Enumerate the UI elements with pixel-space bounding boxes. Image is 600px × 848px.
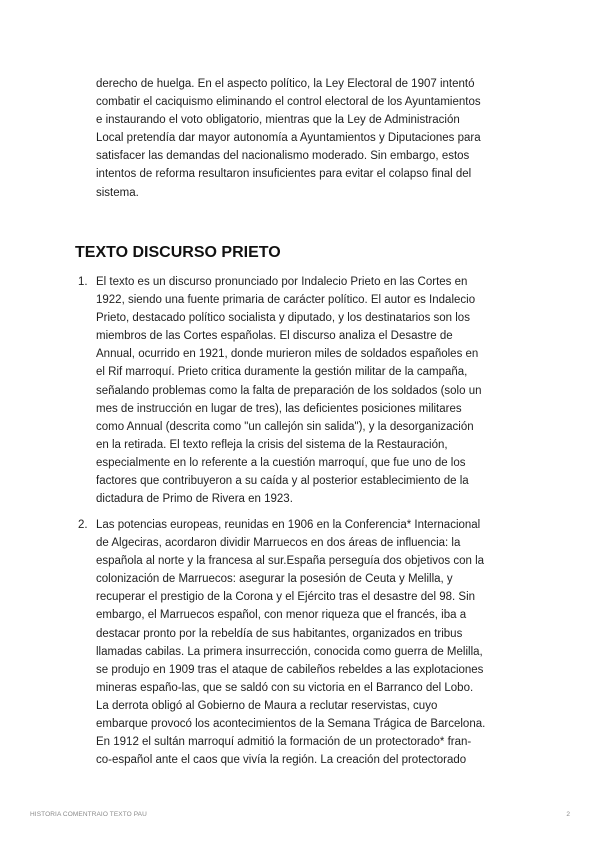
item-line: 1922, siendo una fuente primaria de carácter político. El autor es Indalecio — [96, 294, 476, 307]
intro-paragraph — [96, 75, 481, 202]
item-line: de Algeciras, acordaron dividir Marruecos en dos áreas de influencia: la — [96, 537, 461, 550]
item-line: colonización de Marruecos: asegurar la posesión de Ceuta y Melilla, y — [96, 573, 453, 586]
item-line: el Rif marroquí. Prieto critica duramente la gestión militar de la campaña, — [96, 366, 468, 379]
item-line: especialmente en lo referente a la cuestión marroquí, que fue uno de los — [96, 456, 466, 469]
item-line: Las potencias europeas, reunidas en 1906 en la Conferencia* Internacional — [96, 519, 481, 531]
item-line: En 1912 el sultán marroquí admitió la formación de un protectorado* fran- — [96, 736, 472, 749]
section-heading: TEXTO DISCURSO PRIETO — [75, 244, 281, 261]
item-line: El texto es un discurso pronunciado por Indalecio Prieto en las Cortes en — [96, 276, 468, 288]
item-line: embarque provocó los acontecimientos de la Semana Trágica de Barcelona. — [96, 718, 486, 731]
list-item-number: 1. — [78, 276, 88, 288]
item-line: factores que contribuyeron a su caída y al posterior establecimiento de la — [96, 475, 469, 488]
intro-line: Local pretendía dar mayor autonomía a Ayuntamientos y Diputaciones para — [96, 132, 481, 145]
item-line: dictadura de Primo de Rivera en 1923. — [96, 493, 293, 506]
item-line: mineras españo-las, que se saldó con su victoria en el Barranco del Lobo. — [96, 681, 474, 694]
item-line: señalando problemas como la falta de preparación de los soldados (solo un — [96, 384, 482, 397]
item-line: en la retirada. El texto refleja la crisis del sistema de la Restauración, — [96, 438, 448, 451]
item-line: española al norte y la francesa al sur.España perseguía dos objetivos con la — [96, 555, 485, 568]
item-line: como Annual (descrita como "un callejón sin salida"), y la desorganización — [96, 420, 474, 433]
page-number: 2 — [566, 811, 570, 818]
intro-line: satisfacer las demandas del nacionalismo moderado. Sin embargo, estos — [96, 150, 470, 163]
item-line: destacar pronto por la rebeldía de sus habitantes, organizados en tribus — [96, 627, 463, 640]
item-line: llamadas cabilas. La primera insurrección, conocida como guerra de Melilla, — [96, 645, 483, 658]
intro-line: combatir el caciquismo eliminando el control electoral de los Ayuntamientos — [96, 96, 481, 109]
intro-line: intentos de reforma resultaron insuficientes para evitar el colapso final del — [96, 168, 472, 181]
item-line: La derrota obligó al Gobierno de Maura a reclutar reservistas, cuyo — [96, 699, 438, 712]
item-line: miembros de las Cortes españolas. El discurso analiza el Desastre de — [96, 330, 453, 343]
list-item-text — [96, 516, 485, 769]
item-line: mes de instrucción en lugar de tres), las deficientes posiciones militares — [96, 402, 462, 415]
item-line: recuperar el prestigio de la Corona y el Ejército tras el desastre del 98. Sin — [96, 591, 476, 604]
intro-line: derecho de huelga. En el aspecto político, la Ley Electoral de 1907 intentó — [96, 78, 475, 90]
intro-line: e instaurando el voto obligatorio, mientras que la Ley de Administración — [96, 114, 460, 127]
item-line: embargo, el Marruecos español, con menor riqueza que el francés, iba a — [96, 609, 467, 622]
item-line: Annual, ocurrido en 1921, donde murieron miles de soldados españoles en — [96, 348, 479, 361]
list-item-number: 2. — [78, 519, 88, 531]
item-line: se produjo en 1909 tras el ataque de cabileños rebeldes a las explotaciones — [96, 663, 484, 676]
footer-title: HISTORIA COMENTRAIO TEXTO PAU — [30, 811, 147, 818]
item-line: co-español ante el caos que vivía la región. La creación del protectorado — [96, 754, 467, 767]
item-line: Prieto, destacado político socialista y diputado, y los destinatarios son los — [96, 312, 470, 325]
list-item-text — [96, 273, 482, 508]
intro-line: sistema. — [96, 186, 139, 199]
